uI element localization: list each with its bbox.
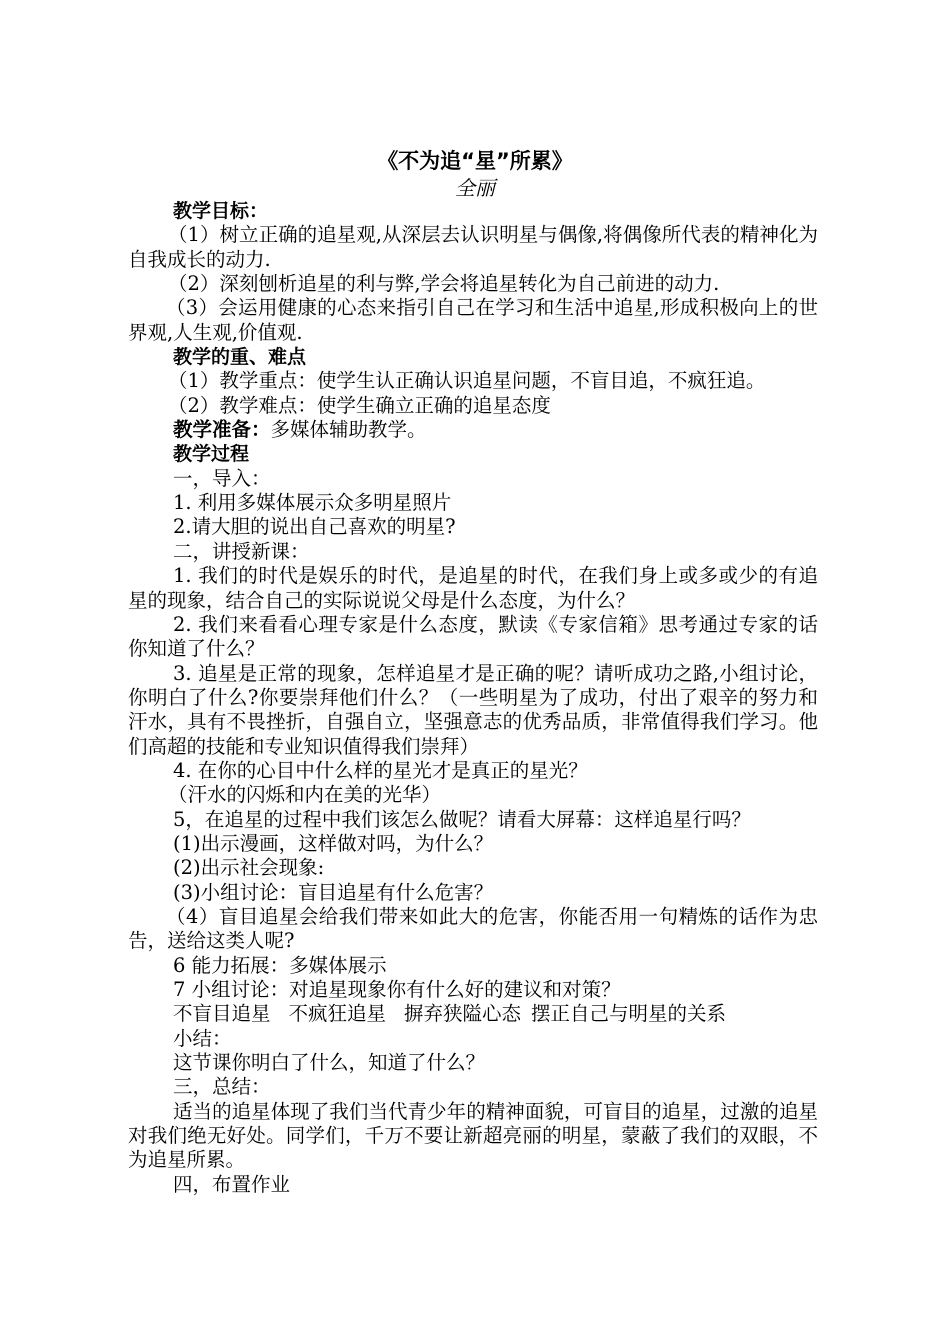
lesson-item-5-1: (1)出示漫画，这样做对吗，为什么？ [173, 831, 494, 855]
objectives-heading: 教学目标： [173, 200, 269, 222]
document-body [128, 199, 818, 1197]
objective-1: （1）树立正确的追星观,从深层去认识明星与偶像,将偶像所代表的精神化为自我成长的动力. [128, 223, 818, 271]
intro-item-1: 1. 利用多媒体展示众多明星照片 [173, 491, 452, 515]
objective-2: （2）深刻刨析追星的利与弊,学会将追星转化为自己前进的动力. [168, 272, 720, 296]
lesson-item-7: 7 小组讨论：对追星现象你有什么好的建议和对策？ [173, 978, 621, 1001]
summary-label: 小结： [173, 1026, 232, 1050]
key-point-2: （2）教学难点：使学生确立正确的追星态度 [168, 393, 551, 417]
document-author: 全丽 [455, 176, 495, 200]
conclusion-heading: 三，总结： [173, 1075, 271, 1099]
lesson-item-4: 4. 在你的心目中什么样的星光才是真正的星光？ [173, 758, 588, 782]
lesson-item-5: 5，在追星的过程中我们该怎么做呢？请看大屏幕：这样追星行吗？ [173, 807, 751, 831]
conclusion-text: 适当的追星体现了我们当代青少年的精神面貌，可盲目的追星，过激的追星对我们绝无好处。同学们，千万不要让新超亮丽的明星，蒙蔽了我们的双眼，不为追星所累。 [128, 1099, 818, 1172]
lesson-item-3: 3. 追星是正常的现象，怎样追星才是正确的呢？请听成功之路,小组讨论，你明白了什么?你要崇拜他们什么？（一些明星为了成功，付出了艰辛的努力和汗水，具有不畏挫折，自强自立，坚强意志的优秀品质，非常值得我们学习。他们高超的技能和专业知识值得我们崇拜） [128, 661, 818, 758]
suggestion-4: 摆正自己与明星的关系 [531, 1002, 727, 1026]
document-title: 《不为追“星”所累》 [377, 149, 573, 173]
suggestions-line [128, 1002, 818, 1026]
preparation-line [128, 418, 818, 442]
suggestion-2: 不疯狂追星 [288, 1002, 387, 1026]
new-lesson-heading: 二，讲授新课： [173, 539, 310, 563]
intro-heading: 一，导入： [173, 466, 271, 490]
lesson-item-2: 2. 我们来看看心理专家是什么态度，默读《专家信箱》思考通过专家的话你知道了什么？ [128, 612, 818, 661]
lesson-item-5-4: （4）盲目追星会给我们带来如此大的危害，你能否用一句精炼的话作为忠告，送给这类人呢? [128, 904, 818, 953]
lesson-item-5-3: (3)小组讨论：盲目追星有什么危害？ [173, 880, 494, 904]
lesson-item-6: 6 能力拓展：多媒体展示 [173, 953, 387, 977]
lesson-item-5-2: (2)出示社会现象: [173, 856, 325, 880]
key-points-heading: 教学的重、难点 [173, 346, 307, 369]
preparation-label: 教学准备： [173, 418, 271, 442]
homework-heading: 四，布置作业 [173, 1172, 291, 1196]
key-point-1: （1）教学重点：使学生认正确认识追星问题，不盲目追，不疯狂追。 [168, 369, 766, 393]
process-heading: 教学过程 [173, 443, 250, 466]
suggestion-1: 不盲目追星 [173, 1002, 271, 1026]
summary-text: 这节课你明白了什么，知道了什么？ [173, 1051, 486, 1075]
lesson-item-4-answer: （汗水的闪烁和内在美的光华） [168, 783, 442, 807]
preparation-text: 多媒体辅助教学。 [270, 418, 427, 442]
suggestion-3: 摒弃狭隘心态 [404, 1002, 522, 1026]
intro-item-2: 2.请大胆的说出自己喜欢的明星? [173, 515, 456, 539]
objective-3: （3）会运用健康的心态来指引自己在学习和生活中追星,形成积极向上的世界观,人生观,价值观. [128, 296, 818, 344]
lesson-item-1: 1. 我们的时代是娱乐的时代，是追星的时代，在我们身上或多或少的有追星的现象，结合自己的实际说说父母是什么态度，为什么？ [128, 564, 818, 612]
